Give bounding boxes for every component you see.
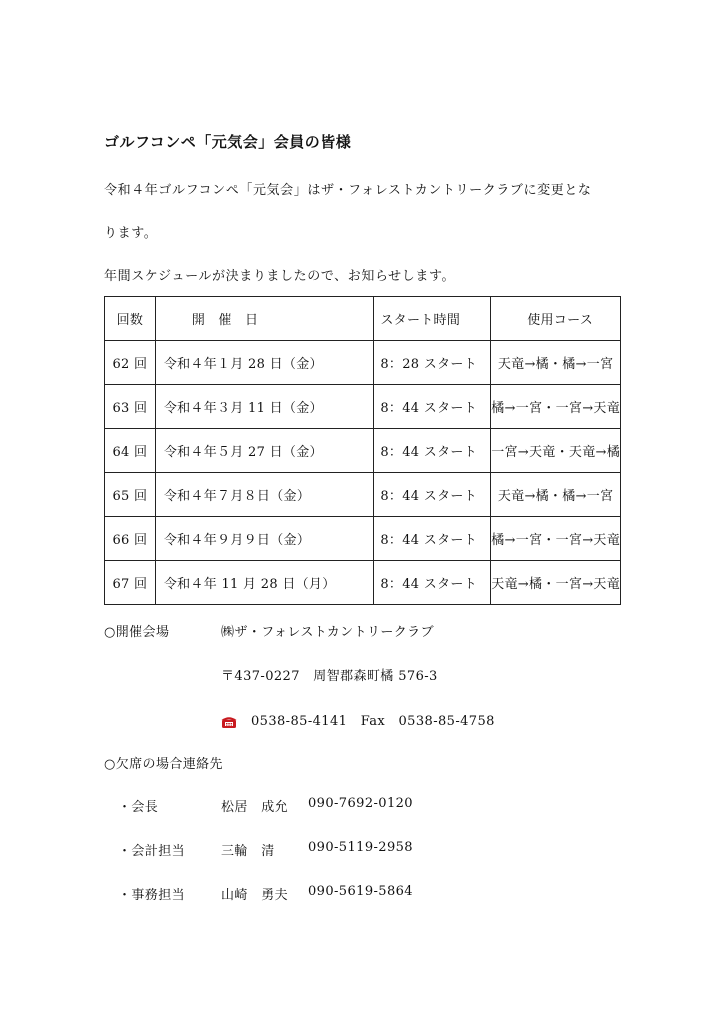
header-course: 使用コース	[491, 297, 621, 341]
contact-role: ・会計担当	[118, 844, 186, 859]
cell-start-time: 8：44 スタート	[374, 473, 491, 517]
cell-start-time: 8：28 スタート	[374, 341, 491, 385]
cell-start-time: 8：44 スタート	[374, 429, 491, 473]
table-row	[105, 517, 621, 561]
table-header-row	[105, 297, 621, 341]
intro-line-3: 年間スケジュールが決まりましたので、お知らせします。	[104, 269, 456, 284]
table-row	[105, 385, 621, 429]
venue-name: ㈱ザ・フォレストカントリークラブ	[221, 625, 434, 640]
cell-count: 67 回	[105, 561, 156, 605]
cell-count: 62 回	[105, 341, 156, 385]
cell-date: 令和４年９月９日（金）	[155, 517, 374, 561]
header-date: 開 催 日	[155, 297, 374, 341]
venue-phone-line	[221, 710, 495, 729]
contact-name: 松居 成允	[221, 800, 289, 815]
cell-date: 令和４年１月 28 日（金）	[155, 341, 374, 385]
intro-line-2: ります。	[104, 226, 158, 241]
cell-course: 天竜→橘・一宮→天竜	[491, 561, 621, 605]
cell-date: 令和４年 11 月 28 日（月）	[155, 561, 374, 605]
intro-line-1: 令和４年ゴルフコンペ「元気会」はザ・フォレストカントリークラブに変更とな	[104, 183, 592, 198]
cell-course: 橘→一宮・一宮→天竜	[491, 517, 621, 561]
cell-count: 64 回	[105, 429, 156, 473]
header-start-time: スタート時間	[374, 297, 491, 341]
cell-date: 令和４年７月８日（金）	[155, 473, 374, 517]
contact-role: ・事務担当	[118, 888, 186, 903]
header-count: 回数	[105, 297, 156, 341]
table-row	[105, 429, 621, 473]
cell-course: 天竜→橘・橘→一宮	[491, 473, 621, 517]
cell-count: 63 回	[105, 385, 156, 429]
contact-tel: 090-5119-2958	[308, 840, 413, 855]
venue-phone: 0538-85-4141 Fax 0538-85-4758	[251, 714, 495, 729]
contact-tel: 090-5619-5864	[308, 884, 413, 899]
venue-address: 〒437-0227 周智郡森町橘 576-3	[221, 669, 438, 684]
schedule-table	[104, 296, 621, 605]
cell-start-time: 8：44 スタート	[374, 561, 491, 605]
contact-role: ・会長	[118, 800, 159, 815]
absence-heading: ○欠席の場合連絡先	[104, 757, 223, 772]
contact-name: 山崎 勇夫	[221, 888, 289, 903]
cell-start-time: 8：44 スタート	[374, 517, 491, 561]
venue-heading: ○開催会場	[104, 625, 170, 640]
cell-course: 一宮→天竜・天竜→橘	[491, 429, 621, 473]
cell-course: 天竜→橘・橘→一宮	[491, 341, 621, 385]
table-row	[105, 341, 621, 385]
cell-start-time: 8：44 スタート	[374, 385, 491, 429]
telephone-icon	[221, 716, 237, 728]
cell-date: 令和４年５月 27 日（金）	[155, 429, 374, 473]
document-title: ゴルフコンペ「元気会」会員の皆様	[104, 133, 352, 151]
contact-tel: 090-7692-0120	[308, 796, 413, 811]
table-row	[105, 473, 621, 517]
cell-date: 令和４年３月 11 日（金）	[155, 385, 374, 429]
table-row	[105, 561, 621, 605]
contact-name: 三輪 清	[221, 844, 275, 859]
cell-count: 66 回	[105, 517, 156, 561]
cell-course: 橘→一宮・一宮→天竜	[491, 385, 621, 429]
cell-count: 65 回	[105, 473, 156, 517]
